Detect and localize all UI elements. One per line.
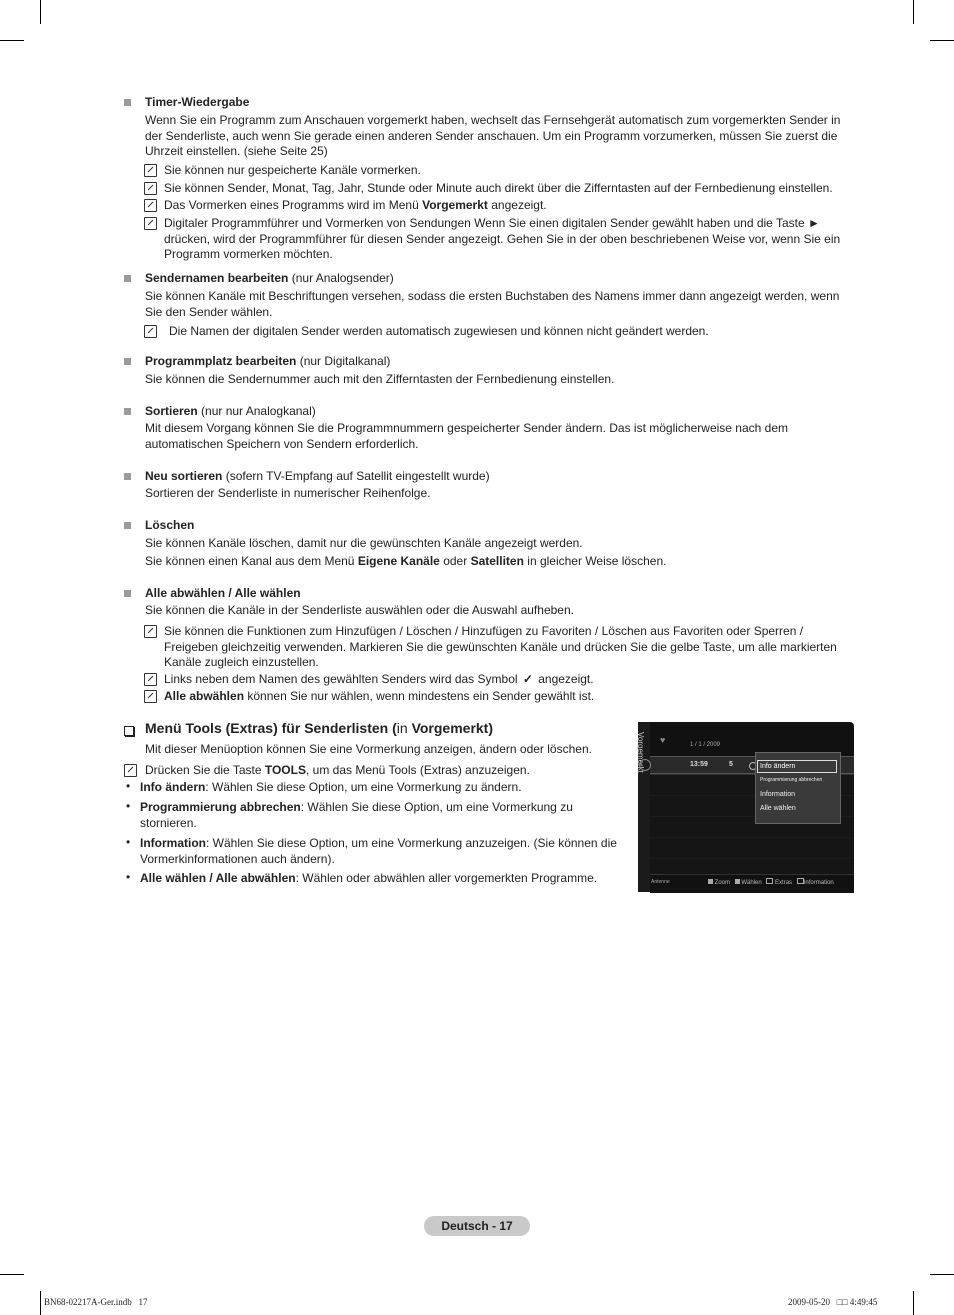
- tools-heading-part: Menü Tools (Extras) für Senderlisten (: [145, 720, 397, 736]
- tv-globe-icon: [639, 759, 651, 771]
- bullet-term: Info ändern: [140, 780, 206, 794]
- section-heading: [145, 469, 490, 485]
- menu-name: Eigene Kanäle: [357, 554, 440, 568]
- bullet-item: [140, 800, 610, 831]
- section-bullet-icon: [124, 358, 131, 365]
- paragraph-part: in gleicher Weise löschen.: [527, 554, 667, 568]
- heart-icon: ♥: [660, 735, 666, 745]
- crop-mark: [0, 1274, 24, 1275]
- crop-mark: [930, 40, 954, 41]
- note-icon: [144, 164, 157, 177]
- print-slug-right: 2009-05-20 □□ 4:49:45: [788, 1297, 878, 1307]
- paragraph-part: oder: [443, 554, 468, 568]
- note-icon: [144, 673, 157, 686]
- tv-legend-zoom: Zoom: [714, 880, 731, 886]
- bullet-term: Information: [140, 836, 206, 850]
- section-suffix: (sofern TV-Empfang auf Satellit eingestellt wurde): [222, 469, 490, 483]
- section-bullet-icon: [124, 275, 131, 282]
- section-paragraph: Wenn Sie ein Programm zum Anschauen vorgemerkt haben, wechselt das Fernsehgerät automatisch zum vorgemerkten Sender in der Senderliste, auch wenn Sie gerade einen anderen Sender anschauen. Um ein Programm vorzumerken, müssen Sie zuerst die Uhrzeit einstellen. (siehe Seite 25): [145, 113, 841, 158]
- bullet-item: [140, 871, 630, 887]
- section-title: Neu sortieren: [145, 469, 223, 483]
- note-text: Sie können nur gespeicherte Kanäle vormerken.: [164, 163, 421, 177]
- note-text: [164, 689, 864, 705]
- section-paragraph: Sie können Kanäle mit Beschriftungen versehen, sodass die ersten Buchstaben des Namens immer dann angezeigt werden, wenn Sie den Sender wählen.: [145, 289, 840, 319]
- crop-mark: [0, 40, 24, 41]
- section-suffix: (nur nur Analogkanal): [197, 404, 316, 418]
- bullet-text: : Wählen oder abwählen aller vorgemerkten Programme.: [295, 871, 598, 885]
- note-icon: [144, 217, 157, 230]
- section-bullet-icon: [124, 99, 131, 106]
- bullet-term: Alle wählen / Alle abwählen: [140, 871, 296, 885]
- tv-screen-image: [638, 722, 854, 892]
- section-suffix: (nur Digitalkanal): [296, 354, 391, 368]
- section-title: Sortieren: [145, 404, 198, 418]
- note-text-part: Das Vormerken eines Programms wird im Menü: [164, 198, 419, 212]
- note-text-part: Drücken Sie die Taste: [145, 763, 262, 777]
- section-title: Alle abwählen / Alle wählen: [145, 586, 301, 600]
- note-text: Sie können Sender, Monat, Tag, Jahr, Stunde oder Minute auch direkt über die Zifferntasten auf der Fernbedienung einstellen.: [164, 181, 833, 195]
- bullet-term: Programmierung abbrechen: [140, 800, 301, 814]
- bullet-item: [140, 836, 630, 867]
- tv-legend-extras: Extras: [775, 880, 793, 886]
- section-heading: [145, 354, 390, 370]
- bullet-dot: •: [126, 799, 131, 813]
- note-text-part: können Sie nur wählen, wenn mindestens ein Sender gewählt ist.: [247, 689, 595, 703]
- note-icon: [144, 690, 157, 703]
- note-text: [164, 672, 864, 688]
- print-slug-left: BN68-02217A-Ger.indb 17: [44, 1297, 148, 1307]
- bullet-text: : Wählen Sie diese Option, um eine Vormerkung anzuzeigen. (Sie können die Vormerkinformationen auch ändern).: [140, 836, 617, 866]
- crop-mark: [40, 1291, 41, 1315]
- tv-menu-item-cancel[interactable]: Programmierung abbrechen: [760, 777, 823, 783]
- section-heading: [145, 271, 394, 287]
- note-icon: [144, 325, 157, 338]
- section-bullet-icon: [124, 473, 131, 480]
- tv-channel: 5: [729, 761, 733, 768]
- zoom-icon: [708, 879, 713, 884]
- note-text: Die Namen der digitalen Sender werden automatisch zugewiesen und können nicht geändert werden.: [169, 324, 709, 338]
- note-text: Digitaler Programmführer und Vormerken von Sendungen Wenn Sie einen digitalen Sender gewählt haben und die Taste ► drücken, wird der Programmführer für diesen Sender angezeigt. Gehen Sie in der oben beschriebenen Weise vor, wenn Sie ein Programm vormerken möchten.: [164, 216, 841, 261]
- note-icon: [144, 182, 157, 195]
- bullet-dot: •: [126, 870, 131, 884]
- tv-time: 13:59: [690, 761, 708, 768]
- crop-mark: [913, 1291, 914, 1315]
- tv-menu-item-select-all[interactable]: Alle wählen: [760, 805, 796, 812]
- tools-heading-part: in: [396, 720, 408, 736]
- section-paragraph: Sortieren der Senderliste in numerischer Reihenfolge.: [145, 486, 431, 500]
- note-text-part: , um das Menü Tools (Extras) anzuzeigen.: [305, 763, 530, 777]
- crop-mark: [913, 0, 914, 24]
- checkmark-icon: ✓: [522, 672, 533, 686]
- info-icon: [797, 878, 804, 884]
- note-text-part: Links neben dem Namen des gewählten Senders wird das Symbol: [164, 672, 518, 686]
- page-number-badge: Deutsch - 17: [424, 1216, 530, 1236]
- bullet-text: : Wählen Sie diese Option, um eine Vormerkung zu ändern.: [205, 780, 522, 794]
- section-bullet-icon: [124, 590, 131, 597]
- tv-date: 1 / 1 / 2009: [690, 742, 721, 748]
- note-text: Sie können die Funktionen zum Hinzufügen / Löschen / Hinzufügen zu Favoriten / Löschen aus Favoriten oder Sperren / Freigeben gleichzeitig verwenden. Markieren Sie die gewünschten Kanäle und drücken Sie die gelbe Taste, um alle markierten Kanäle zugleich einzustellen.: [164, 624, 837, 669]
- note-text-part: angezeigt.: [491, 198, 547, 212]
- tv-menu-item-info[interactable]: Info ändern: [757, 760, 837, 773]
- note-text: [164, 198, 864, 214]
- section-paragraph: Mit diesem Vorgang können Sie die Programmnummern gespeicherter Sender ändern. Das ist möglicherweise nach dem automatischen Speichern von Sendern erforderlich.: [145, 421, 788, 451]
- section-title: Timer-Wiedergabe: [145, 95, 250, 109]
- section-title: Sendernamen bearbeiten: [145, 271, 289, 285]
- key-name: TOOLS: [264, 763, 306, 777]
- menu-name: Alle abwählen: [164, 689, 245, 703]
- section-heading: [145, 404, 316, 420]
- tv-legend-info: Information: [803, 880, 834, 886]
- note-text: [145, 763, 625, 779]
- section-paragraph: Sie können die Kanäle in der Senderliste auswählen oder die Auswahl aufheben.: [145, 603, 574, 617]
- menu-name: Satelliten: [470, 554, 524, 568]
- paragraph-part: Sie können einen Kanal aus dem Menü: [145, 554, 355, 568]
- section-paragraph: Sie können Kanäle löschen, damit nur die gewünschten Kanäle angezeigt werden.: [145, 536, 583, 550]
- select-icon: [735, 879, 740, 884]
- tools-heading-part: Vorgemerkt): [407, 720, 494, 736]
- section-bullet-icon: [124, 408, 131, 415]
- note-icon: [124, 764, 137, 777]
- checkbox-icon: [124, 726, 134, 736]
- note-text-part: angezeigt.: [538, 672, 594, 686]
- bullet-text: : Wählen Sie diese Option, um eine Vormerkung zu stornieren.: [140, 800, 573, 830]
- section-paragraph: [145, 554, 860, 570]
- bullet-item: [140, 780, 630, 796]
- tools-intro: Mit dieser Menüoption können Sie eine Vormerkung anzeigen, ändern oder löschen.: [145, 742, 592, 756]
- crop-mark: [930, 1274, 954, 1275]
- tv-legend-select: Wählen: [741, 880, 762, 886]
- section-suffix: (nur Analogsender): [288, 271, 394, 285]
- section-bullet-icon: [124, 522, 131, 529]
- tv-menu-item-information[interactable]: Information: [760, 791, 796, 798]
- tv-bottom-legend: [708, 878, 834, 886]
- note-icon: [144, 199, 157, 212]
- tv-source-label: Antenne: [651, 879, 670, 885]
- section-title: Programmplatz bearbeiten: [145, 354, 297, 368]
- section-paragraph: Sie können die Sendernummer auch mit den Zifferntasten der Fernbedienung einstellen.: [145, 372, 615, 386]
- crop-mark: [40, 0, 41, 24]
- tv-side-title: Vorgemerkt: [636, 732, 645, 773]
- section-title: Löschen: [145, 518, 195, 532]
- tools-heading: [145, 720, 493, 737]
- menu-name: Vorgemerkt: [422, 198, 488, 212]
- bullet-dot: •: [126, 835, 131, 849]
- note-icon: [144, 625, 157, 638]
- bullet-dot: •: [126, 779, 131, 793]
- tools-icon: [766, 878, 773, 884]
